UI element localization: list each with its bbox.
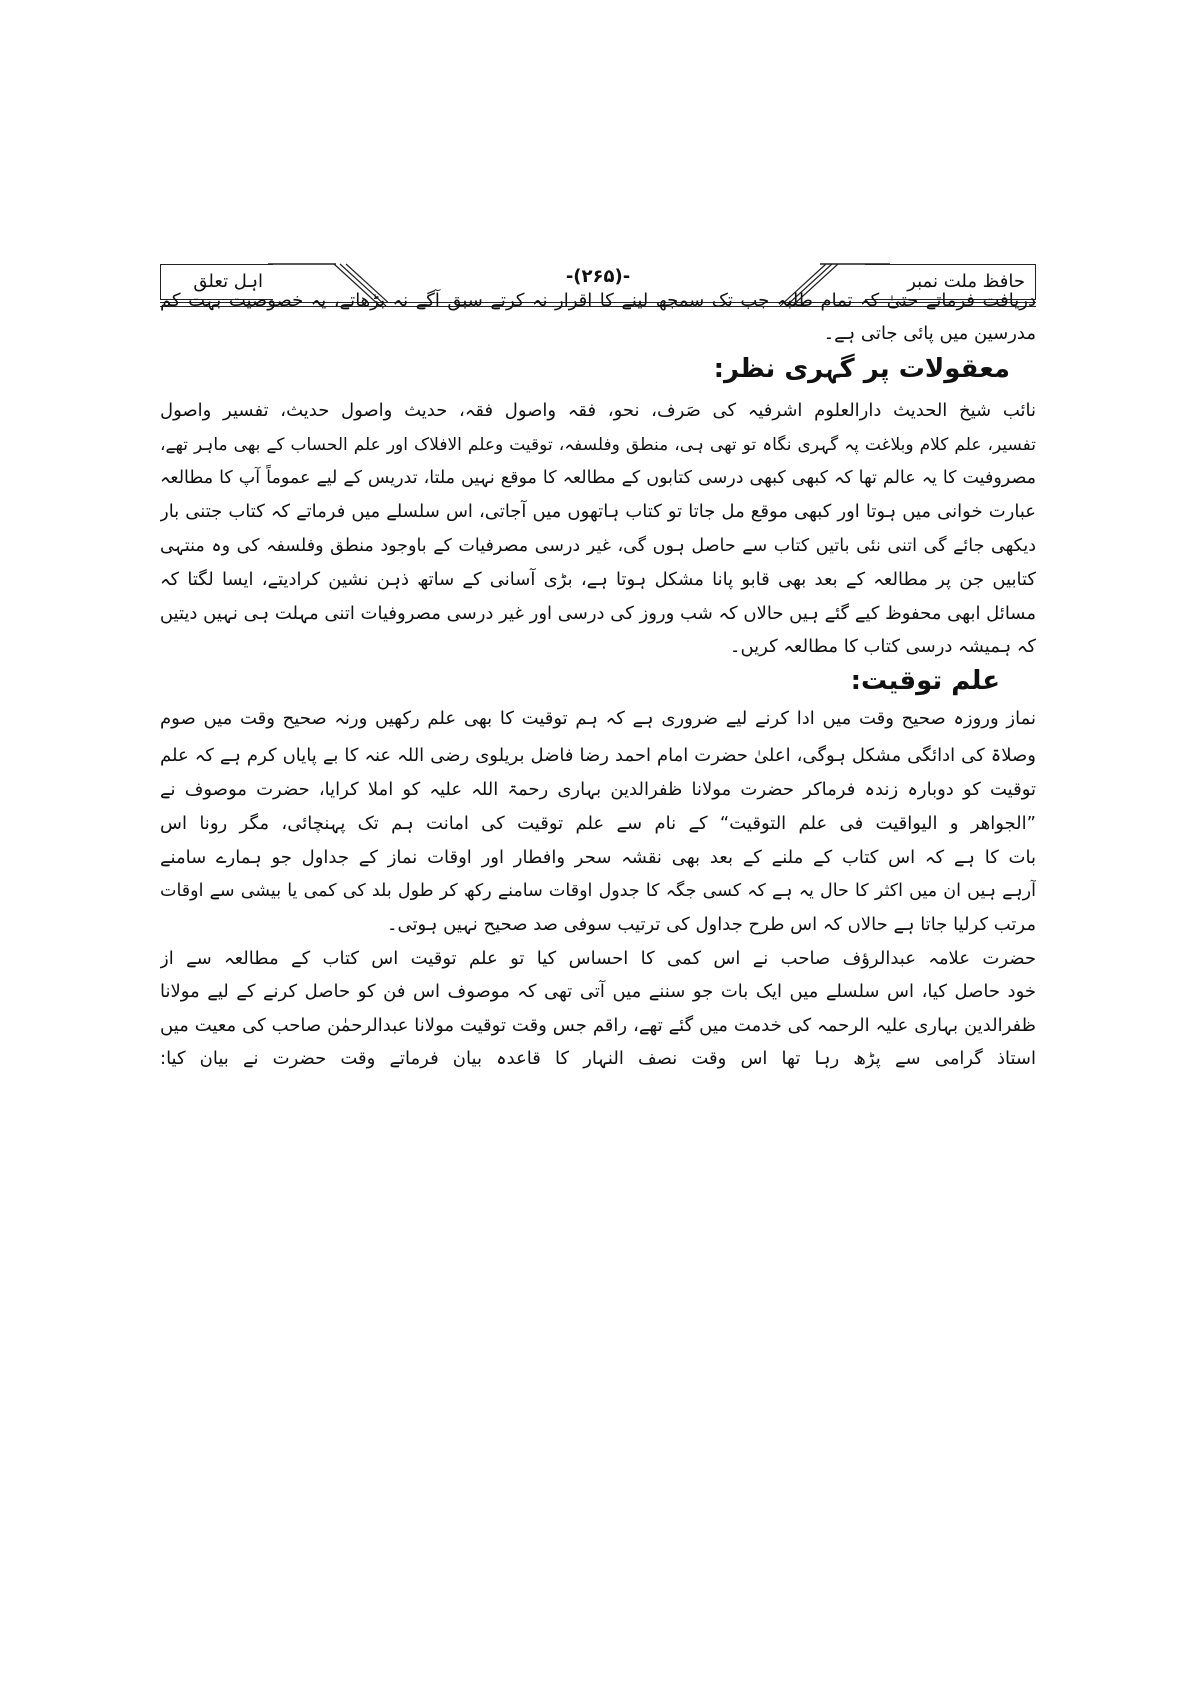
section-heading: معقولات پر گہری نظر:: [713, 354, 1010, 384]
text-line: دریافت فرماتے حتیٰ کہ تمام طلبہ جب تک سمجھ لینے کا اقرار نہ کرتے سبق آگے نہ بڑھاتے، یہ خصوصیت بہت کم: [160, 290, 1036, 311]
text-line: ”الجواھر و الیواقیت فی علم التوقیت“ کے نام سے علم توقیت کی امانت ہم تک پہنچائی، مگر رونا اس: [160, 813, 1036, 834]
text-line: بات کا ہے کہ اس کتاب کے ملنے کے بعد بھی نقشہ سحر وافطار اور اوقات نماز کے جداول جو ہمارے سامنے: [160, 847, 1036, 868]
text-line: مسائل ابھی محفوظ کیے گئے ہیں حالاں کہ شب وروز کی درسی اور غیر درسی مصروفیات اتنی مہلت ہی نہیں دیتیں: [160, 603, 1036, 624]
text-line: ظفرالدین بہاری علیہ الرحمہ کی خدمت میں گئے تھے، راقم جس وقت توقیت مولانا عبدالرحمٰن صاحب کی معیت میں: [160, 1015, 1036, 1036]
text-line: توقیت کو دوبارہ زندہ فرماکر حضرت مولانا ظفرالدین بہاری رحمۃ اللہ علیہ کو املا کرایا، حضرت موصوف نے: [160, 779, 1036, 800]
page-number: -(۲۶۵)-: [565, 266, 631, 287]
text-line: مرتب کرلیا جاتا ہے حالاں کہ اس طرح جداول کی ترتیب سوفی صد صحیح نہیں ہوتی۔: [387, 914, 1036, 935]
text-line: مصروفیت کا یہ عالم تھا کہ کبھی کبھی درسی کتابوں کے مطالعہ کا موقع نہیں ملتا، تدریس کے لیے عموماً آپ کا مطالعہ: [160, 468, 1036, 488]
text-line: نائب شیخ الحدیث دارالعلوم اشرفیہ کی صَرف، نحو، فقہ واصول فقہ، حدیث واصول حدیث، تفسیر واصول: [160, 400, 1036, 421]
text-line: تفسیر، علم کلام وبلاغت پہ گہری نگاہ تو تھی ہی، منطق وفلسفہ، توقیت وعلم الافلاک اور علم الحساب کے بھی ماہر تھے،: [160, 435, 1036, 455]
publication-title-box: حافظ ملت نمبر: [865, 264, 1036, 300]
text-line: خود حاصل کیا، اس سلسلے میں ایک بات جو سننے میں آتی تھی کہ موصوف اس فن کو حاصل کرنے کے لیے مولانا: [160, 981, 1036, 1002]
section-heading: علم توقیت:: [850, 666, 1000, 696]
text-line: مدرسین میں پائی جاتی ہے۔: [823, 323, 1036, 344]
text-line: کہ ہمیشہ درسی کتاب کا مطالعہ کریں۔: [729, 636, 1036, 657]
text-line: حضرت علامہ عبدالرؤف صاحب نے اس کمی کا احساس کیا تو علم توقیت اس کتاب کے مطالعہ سے از: [160, 948, 1036, 969]
text-line: کتابیں جن پر مطالعہ کے بعد بھی قابو پانا مشکل ہوتا ہے، بڑی آسانی کے ساتھ ذہن نشین کرادیتے، ایسا لگتا کہ: [160, 569, 1036, 590]
text-line: نماز وروزہ صحیح وقت میں ادا کرنے لیے ضروری ہے کہ ہم توقیت کا بھی علم رکھیں ورنہ صحیح وقت میں صوم: [160, 708, 1036, 729]
text-line: دیکھی جائے گی اتنی نئی باتیں کتاب سے حاصل ہوں گی، غیر درسی مصرفیات کے باوجود منطق وفلسفہ کی وہ منتہی: [160, 536, 1036, 556]
text-line: عبارت خوانی میں ہوتا اور کبھی موقع مل جاتا تو کتاب ہاتھوں میں آجاتی، اس سلسلے میں فرماتے کہ کتاب جتنی بار: [160, 501, 1036, 522]
text-line: وصلاۃ کی ادائگی مشکل ہوگی، اعلیٰ حضرت امام احمد رضا فاضل بریلوی رضی اللہ عنہ کا بے پایاں کرم ہے کہ علم: [160, 745, 1036, 766]
section-title-box: اہل تعلق: [160, 264, 273, 300]
text-line: آرہے ہیں ان میں اکثر کا حال یہ ہے کہ کسی جگہ کا جدول اوقات سامنے رکھ کر طول بلد کی کمی یا بیشی سے اوقات: [160, 881, 1036, 901]
text-line: استاذ گرامی سے پڑھ رہا تھا اس وقت نصف النہار کا قاعدہ بیان فرماتے وقت حضرت نے بیان کیا:: [160, 1048, 1036, 1069]
